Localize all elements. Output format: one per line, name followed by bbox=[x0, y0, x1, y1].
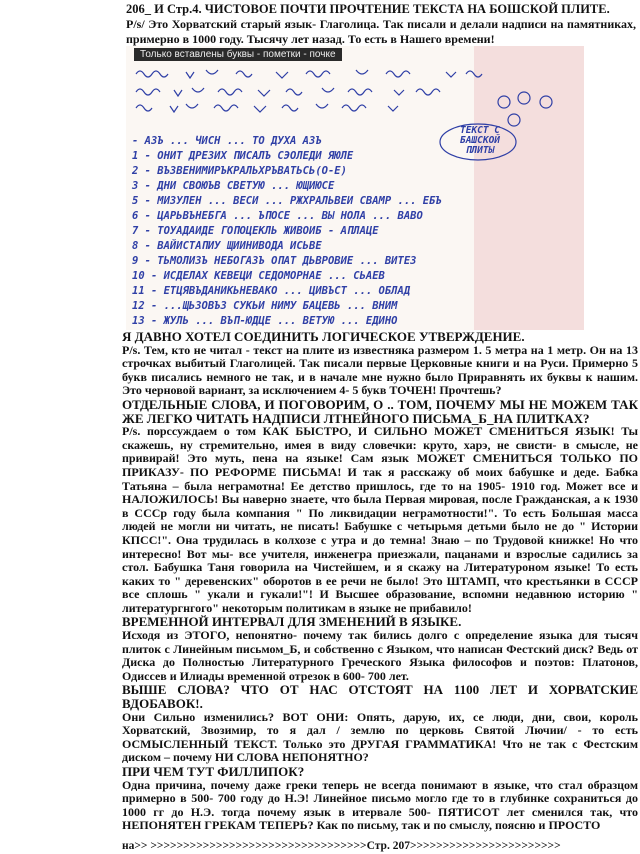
line-3: 3 - ДНИ СВОЮЪВ СВЕТУЮ ... ЮЩИЮСЕ bbox=[132, 180, 335, 192]
line-8: 9 - ТЬМОЛИЗЪ НЕБОГАЗЪ ОПАТ ДЬВРОВИЕ ... ВИТЕЗ bbox=[132, 255, 417, 267]
handwritten-lines bbox=[132, 134, 580, 329]
line-9: 10 - ИСДЕЛАХ КЕВЕЦИ СЕДОМОРНАЕ ... СЬАЕВ bbox=[132, 270, 385, 282]
line-12: 13 - ЖУЛЬ ... ВЪП-ЮДЦЕ ... ВЕТУЮ ... ЕДИНО bbox=[132, 315, 398, 327]
line-1: 1 - ОНИТ ДРЕЗИХ ПИСАЛЪ СЭОЛЕДИ ЯЮЛЕ bbox=[132, 150, 354, 162]
page-header bbox=[126, 2, 636, 47]
paragraph-changed: Они Сильно изменились? ВОТ ОНИ: Опять, дарую, их, се люди, дни, свои, король Хорватский, Звозимир, то я дал / землю по церковь Святой Лючии/ - то есть ОСМЫСЛЕННЫЙ ТЕКСТ. Только это ДРУГАЯ ГРАММАТИКА! Что не так с Фестским диском – почему НИ СЛОВА НЕПОНЯТНО? bbox=[122, 709, 638, 765]
paragraph-plate: P/s. Тем, кто не читал - текст на плите из известняка размером 1. 5 метра на 1 метр. Он на 13 строчках выбитый Глаголицей. Так писали первые Церковные книги и на Руси. Примерно 5 букв писались немного не так, и в начале мне нужно было Приравнять их буквы к нашим. Это черновой вариант, за исключением 4- 5 букв ТОЧЕН! Прочтешь? bbox=[122, 342, 638, 398]
heading-logic: Я ДАВНО ХОТЕЛ СОЕДИНИТЬ ЛОГИЧЕСКОЕ УТВЕРЖДЕНИЕ. bbox=[122, 329, 525, 344]
line-10: 11 - ЕТЦЯВЪДАНИКЬНЕВАКО ... ЦИВЪСТ ... ОБЛАД bbox=[132, 285, 411, 297]
line-11: 12 - ...ЩЬЗОВЪЗ СУКЬИ НИМУ БАЦЕВЬ ... ВНИМ bbox=[132, 300, 398, 312]
paragraph-language-change: P/s. порссуждаем о том КАК БЫСТРО, И СИЛЬНО МОЖЕТ СМЕНИТЬСЯ ЯЗЫК! Ты скажешь, ну стремительно, имея в виду словечки: круто, харэ, не свисти- в смысле, не привирай! Это муть, пена на языке! Сам язык МОЖЕТ СМЕНИТЬСЯ ТОЛЬКО ПО ПРИКАЗУ- ПО РЕФОРМЕ ПИСЬМА! И так я расскажу об моих бабушке и деде. Бабка Татьяна – была неграмотна! Ее детство пришлось, где то на 1905- 1910 год. Может все и НАЛОЖИЛОСЬ! Вы наверно знаете, что была Первая мировая, после Гражданская, а к 1930 в СССр году была компания " По ликвидации неграмотности!". То есть Большая масса людей не могли ни читать, не писать! Бабушке с четырьмя детьми было не до " Истории КПСС!". Она трудилась в колхозе с утра и до темна! Знаю – по Трудовой книжке! Но что интересно! Вот мы- все учителя, инженегра приезжали, пацанами и взрослые садились за стол. Бабушка Таня говорила на Чистейшем, и я скажу на Литературоном языке! То есть каких то " деревенских" оборотов в ее речи не было! Это ШТАМП, что крестьянки в СССР все сплошь " укали и гукали!"! И Высшее образование, вспомни недавнюю историю " литератургнгого" некоторым политикам в языке не прибавило! bbox=[122, 424, 638, 615]
inscription-scan bbox=[126, 46, 584, 330]
line-2: 2 - ВЪЗВЕНИМИРЪКРАЛЬХРЪВАТЬСЬ(О-Е) bbox=[132, 165, 347, 177]
line-7: 8 - ВАЙИСТАПИУ ЩИИНИВОДА ИСЬВЕ bbox=[132, 240, 322, 252]
handwritten-note: ТЕКСТ С БАШСКОЙ ПЛИТЫ bbox=[459, 125, 501, 156]
line-5: 6 - ЦАРЬВЪНЕБГА ... ЪПОСЕ ... ВЫ НОЛА ... ВАВО bbox=[132, 210, 423, 222]
article-body bbox=[122, 330, 638, 833]
line-0: - АЗЪ ... ЧИСН ... ТО ДУХА АЗЪ bbox=[132, 135, 322, 147]
intro-paragraph: P/s/ Это Хорватский старый язык- Глаголица. Так писали и делали надписи на памятниках, примерно в 1000 году. Тысячу лет назад. То есть в Нашего времени! bbox=[126, 17, 636, 46]
heading-fillipok: ПРИ ЧЕМ ТУТ ФИЛЛИПОК? bbox=[122, 764, 305, 779]
line-6: 7 - ТОУАДАИДЕ ГОПОЦЕКЛЬ ЖИВОИБ - АПЛАЦЕ bbox=[132, 225, 379, 237]
heading-words: ОТДЕЛЬНЫЕ СЛОВА, И ПОГОВОРИМ, О .. ТОМ, ПОЧЕМУ МЫ НЕ МОЖЕМ ТАК ЖЕ ЛЕГКО ЧИТАТЬ НАДПИСИ ЛТНЕЙНОГО ПИСЬМА_Б_НА ПЛИТКАХ? bbox=[122, 396, 638, 426]
page-footer-link[interactable]: на>> >>>>>>>>>>>>>>>>>>>>>>>>>>>>>>>>>Стр. 207>>>>>>>>>>>>>>>>>>>>>>> bbox=[122, 840, 561, 852]
heading-words-above: ВЫШЕ СЛОВА? ЧТО ОТ НАС ОТСТОЯТ НА 1100 ЛЕТ И ХОРВАТСКИЕ ВДОБАВОК!. bbox=[122, 682, 638, 712]
page-title: 206_ И Стр.4. ЧИСТОВОЕ ПОЧТИ ПРОЧТЕНИЕ ТЕКСТА НА БОШСКОЙ ПЛИТЕ. bbox=[126, 2, 610, 16]
paragraph-phaistos: Исходя из ЭТОГО, непонятно- почему так бились долго с определение языка для тысяч плиток с Линейным письмом_Б, и собственно с Языком, что написан Фестский диск? Ведь от Диска до Полностью Литературного Греческого Языка философов и поэтов: Платонов, Одиссев и Илиады временной отрезок в 600- 700 лет. bbox=[122, 628, 638, 683]
line-4: 5 - МИЗУЛЕН ... ВЕСИ ... РЖХРАЛЬВЕИ СВАМР ... ЕБЪ bbox=[132, 195, 442, 207]
heading-interval: ВРЕМЕННОЙ ИНТЕРВАЛ ДЛЯ ЗМЕНЕНИЙ В ЯЗЫКЕ. bbox=[122, 614, 462, 630]
scan-caption: Только вставлены буквы - пометки - почке bbox=[134, 48, 342, 61]
paragraph-reason: Одна причина, почему даже греки теперь не всегда понимают в языке, что стал образцом примерно в 500- 700 году до Н.Э! Линейное письмо могло где то в глубинке сохраниться до 1000 гг до Н.Э. тогда почему язык в итервале 500- ПЯТИСОТ лет сменился так, что НЕПОНЯТЕН ГРЕКАМ ТЕПЕРЬ? Как по письму, так и по смыслу, поясню и ПРОСТО bbox=[122, 777, 638, 833]
